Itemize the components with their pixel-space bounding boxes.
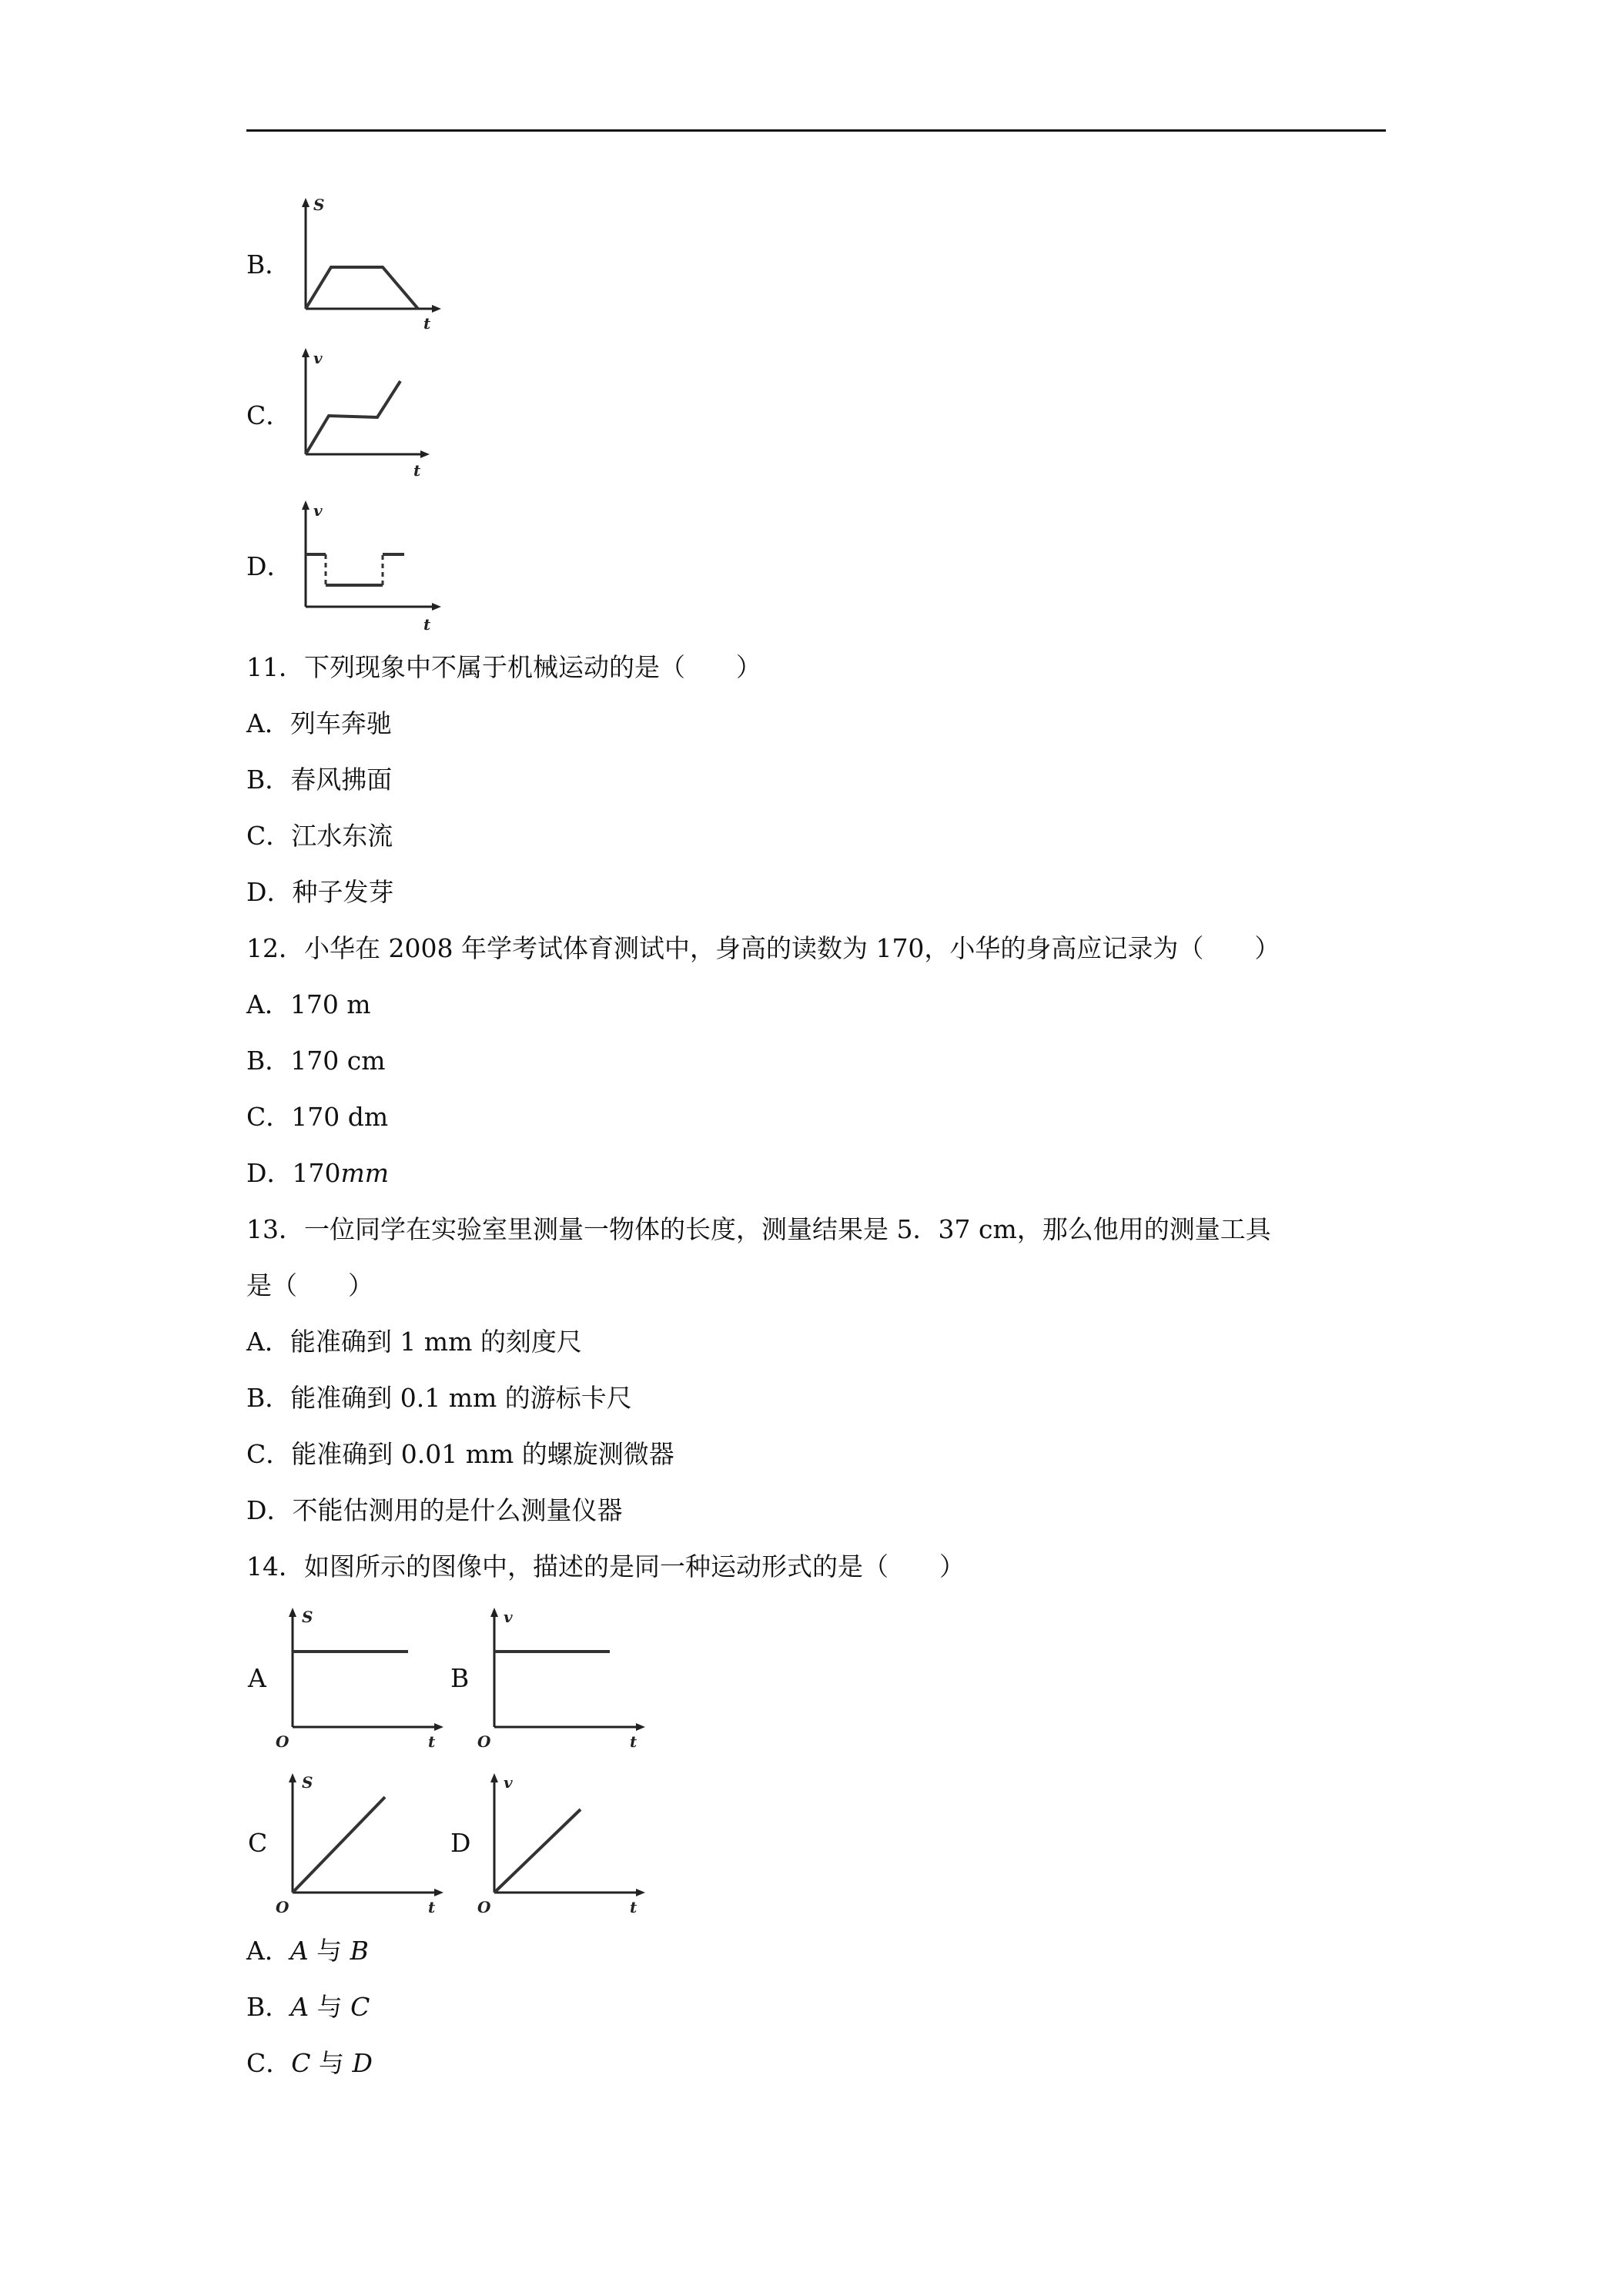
q11-stem: 11．下列现象中不属于机械运动的是（ ） bbox=[246, 652, 761, 682]
q14b-axis-y: v bbox=[504, 1608, 513, 1626]
q10-option-b-graph bbox=[296, 196, 458, 335]
q14-option-b bbox=[246, 1990, 370, 2024]
q14-option-b-second: C bbox=[350, 1992, 370, 2022]
q13-stem-line1: 13．一位同学在实验室里测量一物体的长度，测量结果是 5．37 cm，那么他用的测量工具 bbox=[246, 1214, 1271, 1244]
q14-option-b-mid: 与 bbox=[309, 1992, 351, 2022]
q11-option-c: C．江水东流 bbox=[246, 821, 393, 851]
q13-stem-line2: 是（ ） bbox=[246, 1270, 373, 1300]
q10c-axis-x: t bbox=[413, 461, 421, 480]
q12-option-b: B．170 cm bbox=[246, 1046, 386, 1076]
q13-option-b: B．能准确到 0.1 mm 的游标卡尺 bbox=[246, 1383, 632, 1413]
q14a-origin: O bbox=[276, 1732, 289, 1751]
header-rule bbox=[246, 129, 1386, 132]
q14b-origin: O bbox=[477, 1732, 491, 1751]
q14c-axis-x: t bbox=[428, 1898, 436, 1916]
q14-option-c-first: C bbox=[291, 2048, 311, 2078]
q14-option-a-first: A bbox=[289, 1936, 309, 1966]
q11-option-a: A．列车奔驰 bbox=[246, 708, 392, 738]
q10b-axis-y: S bbox=[313, 196, 325, 214]
q14-graph-b bbox=[471, 1605, 656, 1752]
q14-option-c-second: D bbox=[352, 2048, 373, 2078]
q13-option-c: C．能准确到 0.01 mm 的螺旋测微器 bbox=[246, 1439, 674, 1469]
q14d-axis-y: v bbox=[504, 1773, 513, 1792]
q14-graph-c bbox=[269, 1771, 454, 1917]
q12-option-d-unit: mm bbox=[340, 1158, 390, 1188]
q10d-axis-x: t bbox=[423, 615, 431, 634]
q10c-axis-y: v bbox=[313, 349, 323, 367]
q14b-axis-x: t bbox=[630, 1732, 637, 1751]
q12-option-a: A．170 m bbox=[246, 989, 371, 1019]
q14-graph-d-label: D bbox=[450, 1828, 471, 1858]
q14-graph-a bbox=[269, 1605, 454, 1752]
q10-option-c-label: C． bbox=[246, 400, 292, 430]
q14-graph-d bbox=[471, 1771, 656, 1917]
q11-option-b: B．春风拂面 bbox=[246, 765, 393, 795]
q14a-axis-y: S bbox=[302, 1608, 313, 1626]
q10-option-d-graph bbox=[296, 499, 458, 638]
q10b-axis-x: t bbox=[423, 314, 431, 333]
q14c-origin: O bbox=[276, 1898, 289, 1916]
q14d-axis-x: t bbox=[630, 1898, 637, 1916]
q12-option-c: C．170 dm bbox=[246, 1102, 389, 1132]
q10-option-b-label: B． bbox=[246, 249, 291, 279]
q12-stem: 12．小华在 2008 年学考试体育测试中，身高的读数为 170，小华的身高应记录为（ ） bbox=[246, 933, 1280, 963]
q14-option-a-prefix: A． bbox=[246, 1936, 290, 1966]
q14-graph-b-label: B bbox=[450, 1663, 470, 1693]
q14-option-a bbox=[246, 1934, 369, 1968]
q14c-axis-y: S bbox=[302, 1773, 313, 1792]
q10-option-d-label: D． bbox=[246, 551, 293, 581]
q14-graph-a-label: A bbox=[248, 1663, 266, 1693]
q12-option-d bbox=[246, 1156, 389, 1190]
q11-option-d: D．种子发芽 bbox=[246, 877, 394, 907]
q14-option-b-prefix: B． bbox=[246, 1992, 291, 2022]
q12-option-d-prefix: D．170 bbox=[246, 1158, 341, 1188]
q14-option-b-first: A bbox=[290, 1992, 310, 2022]
q13-option-d: D．不能估测用的是什么测量仪器 bbox=[246, 1495, 623, 1525]
q14-option-a-mid: 与 bbox=[308, 1936, 350, 1966]
q14-option-a-second: B bbox=[350, 1936, 369, 1966]
q14a-axis-x: t bbox=[428, 1732, 436, 1751]
q14-option-c-prefix: C． bbox=[246, 2048, 292, 2078]
q13-option-a: A．能准确到 1 mm 的刻度尺 bbox=[246, 1327, 582, 1357]
q14-option-c bbox=[246, 2047, 373, 2080]
q14-option-c-mid: 与 bbox=[310, 2048, 353, 2078]
q10d-axis-y: v bbox=[313, 501, 323, 520]
q14d-origin: O bbox=[477, 1898, 491, 1916]
q14-stem: 14．如图所示的图像中，描述的是同一种运动形式的是（ ） bbox=[246, 1551, 965, 1581]
q10-option-c-graph bbox=[296, 346, 458, 485]
q14-graph-c-label: C bbox=[248, 1828, 268, 1858]
